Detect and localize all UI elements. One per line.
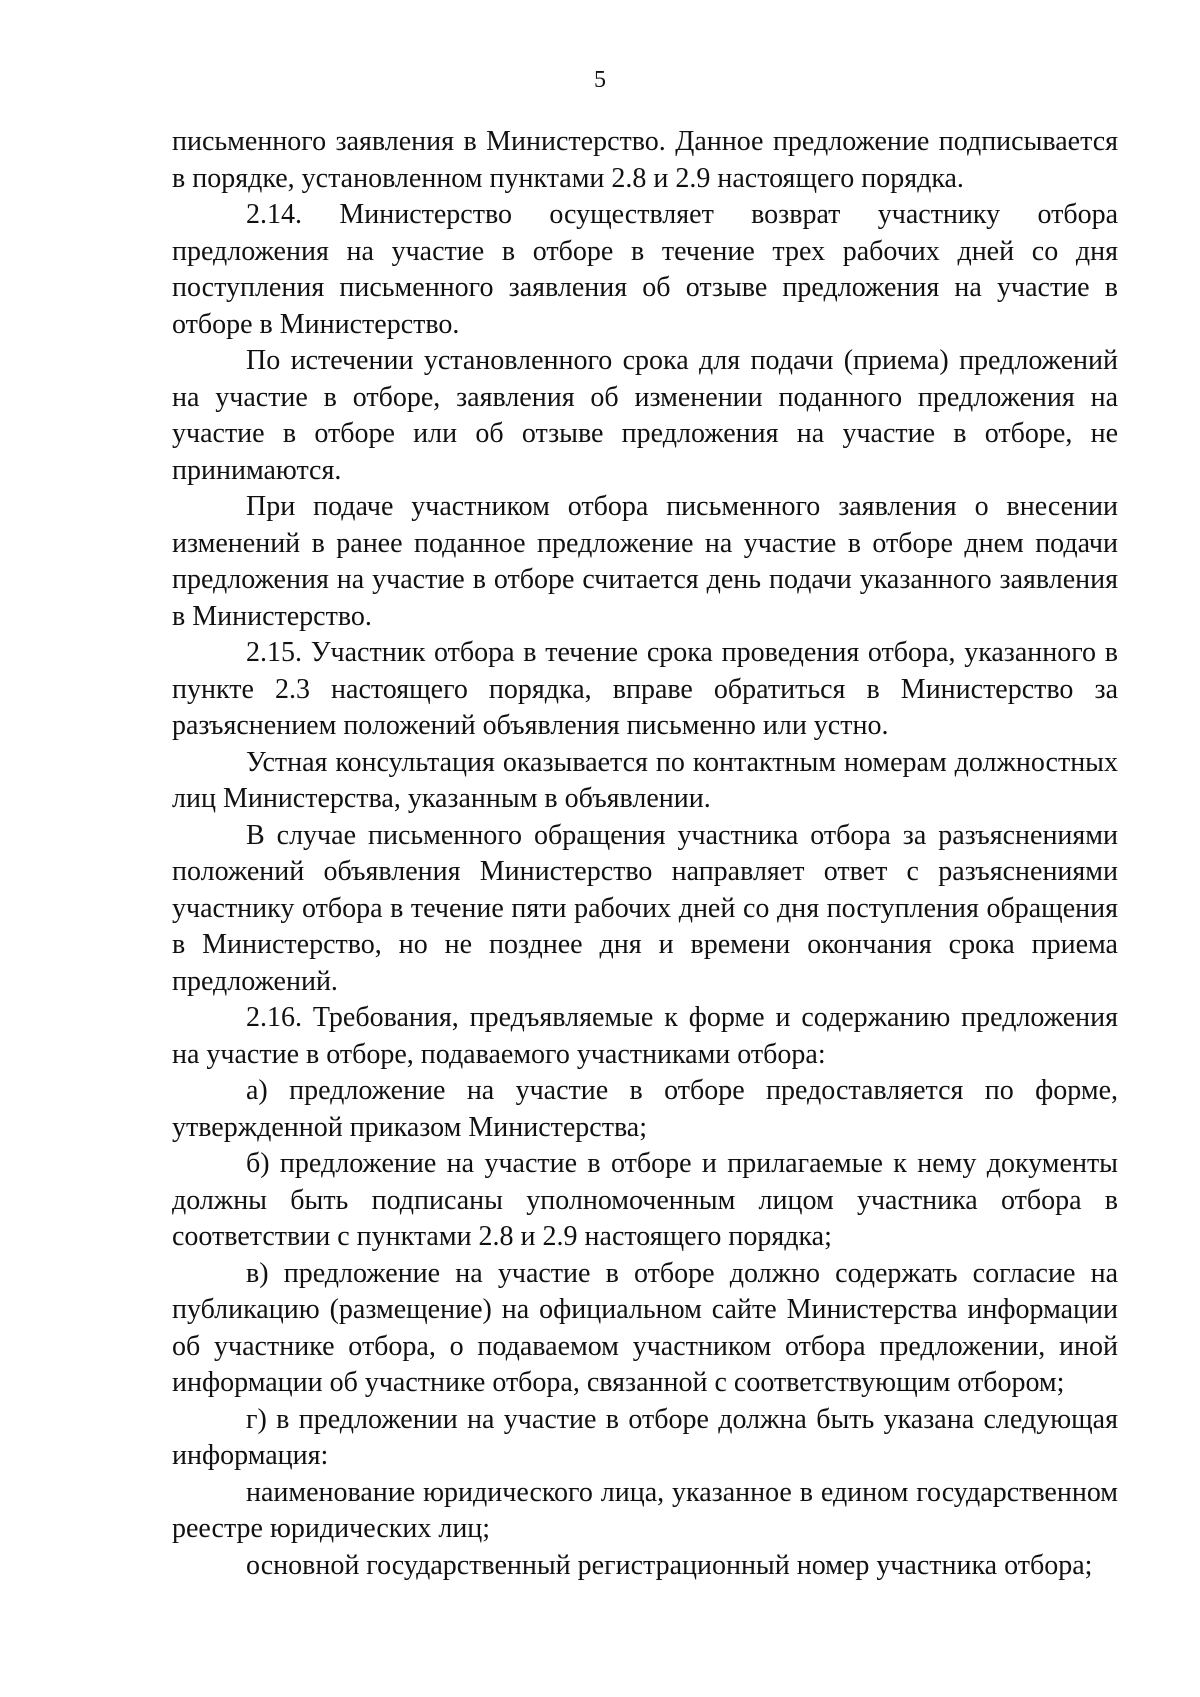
paragraph-continuation: письменного заявления в Министерство. Данное предложение подписывается в порядке, установленном пунктами 2.8 и 2.9 настоящего порядка. (172, 126, 1118, 194)
paragraph-2-15: 2.15. Участник отбора в течение срока проведения отбора, указанного в пункте 2.3 настоящего порядка, вправе обратиться в Министерство за разъяснением положений объявления письменно или устно. (172, 637, 1118, 741)
info-item-legal-name: наименование юридического лица, указанное в едином государственном реестре юридических лиц; (172, 1476, 1118, 1544)
paragraph-2-14: 2.14. Министерство осуществляет возврат участнику отбора предложения на участие в отборе в течение трех рабочих дней со дня поступления письменного заявления об отзыве предложения на участие в отборе в Министерство. (172, 199, 1118, 340)
list-item-a: а) предложение на участие в отборе предоставляется по форме, утвержденной приказом Министерства; (172, 1075, 1118, 1143)
paragraph-oral-consultation: Устная консультация оказывается по контактным номерам должностных лиц Министерства, указанным в объявлении. (172, 746, 1118, 814)
paragraph-amendment-submission: При подаче участником отбора письменного заявления о внесении изменений в ранее поданное предложение на участие в отборе днем подачи предложения на участие в отборе считается день подачи указанного заявления в Министерство. (172, 491, 1118, 632)
page-number: 5 (594, 67, 606, 93)
list-item-b: б) предложение на участие в отборе и прилагаемые к нему документы должны быть подписаны уполномоченным лицом участника отбора в соответствии с пунктами 2.8 и 2.9 настоящего порядка; (172, 1148, 1118, 1252)
document-body (172, 124, 1118, 1584)
paragraph-2-16: 2.16. Требования, предъявляемые к форме и содержанию предложения на участие в отборе, подаваемого участниками отбора: (172, 1002, 1118, 1070)
info-item-ogrn: основной государственный регистрационный номер участника отбора; (246, 1549, 1093, 1581)
paragraph-written-request: В случае письменного обращения участника отбора за разъяснениями положений объявления Министерство направляет ответ с разъяснениями участнику отбора в течение пяти рабочих дней со дня поступления обращения в Министерство, но не позднее дня и времени окончания срока приема предложений. (172, 819, 1118, 997)
list-item-g: г) в предложении на участие в отборе должна быть указана следующая информация: (172, 1403, 1118, 1471)
paragraph-deadline-expiry: По истечении установленного срока для подачи (приема) предложений на участие в отборе, заявления об изменении поданного предложения на участие в отборе или об отзыве предложения на участие в отборе, не принимаются. (172, 345, 1118, 486)
list-item-v: в) предложение на участие в отборе должно содержать согласие на публикацию (размещение) на официальном сайте Министерства информации об участнике отбора, о подаваемом участником отбора предложении, иной информации об участнике отбора, связанной с соответствующим отбором; (172, 1257, 1118, 1398)
